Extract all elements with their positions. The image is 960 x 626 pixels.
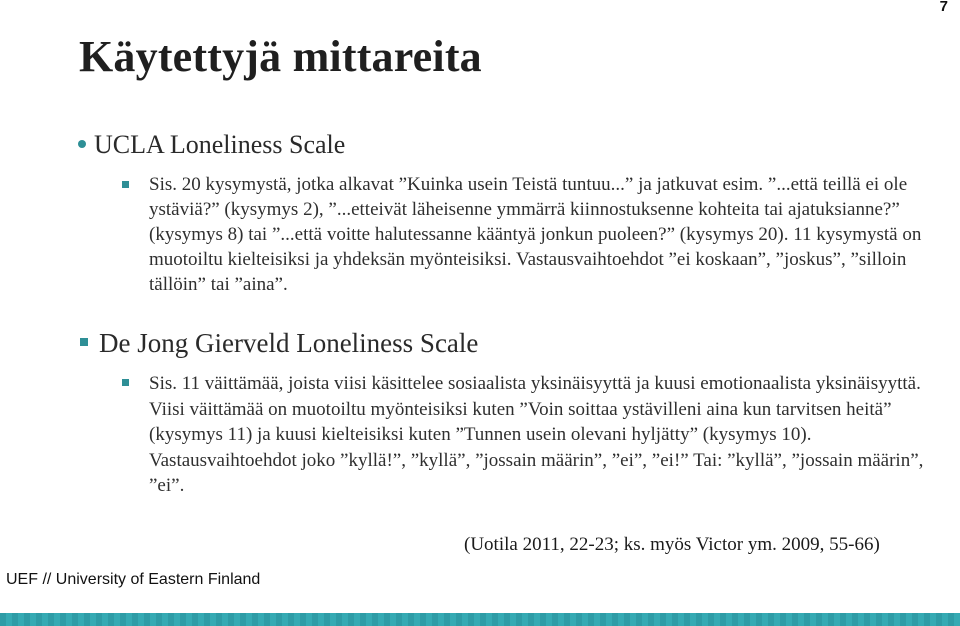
page-number: 7 [939,0,948,15]
bullet-ucla [78,130,345,160]
square-bullet-icon [122,181,129,188]
square-bullet-icon [80,338,88,346]
round-bullet-icon [78,140,86,148]
slide-title: Käytettyjä mittareita [79,32,482,81]
bullet-dejong-label: De Jong Gierveld Loneliness Scale [99,328,479,358]
bullet-ucla-label: UCLA Loneliness Scale [94,130,346,159]
dejong-description: Sis. 11 väittämää, joista viisi käsittelee sosiaalista yksinäisyyttä ja kuusi emotionaalista yksinäisyyttä. Viisi väittämää on muotoiltu myönteisiksi kuten ”Voin soittaa ystävilleni aina kun tarvitsen heitä” (kysymys 11) ja kuusi kielteisiksi kuten ”Tunnen usein olevani hyljätty” (kysymys 10). Vastausvaihtoehdot joko ”kyllä!”, ”kyllä”, ”jossain määrin”, ”ei”, ”ei!” Tai: ”kyllä”, ”jossain määrin”, ”ei”. [149,373,924,496]
square-bullet-icon [122,379,129,386]
ucla-description: Sis. 20 kysymystä, jotka alkavat ”Kuinka usein Teistä tuntuu...” ja jatkuvat esim. ”...että teillä ei ole ystäviä?” (kysymys 2), ”...etteivät läheisenne ymmärrä kiinnostuksenne kohteita tai ajatuksianne?” (kysymys 8) tai ”...että voitte halutessanne kääntyä jonkun puoleen?” (kysymys 20). 11 kysymystä on muotoiltu kielteisiksi ja yhdeksän myönteisiksi. Vastausvaihtoehdot ”ei koskaan”, ”joskus”, ”silloin tällöin” tai ”aina”. [149,174,922,295]
citation: (Uotila 2011, 22-23; ks. myös Victor ym. 2009, 55-66) [464,534,880,555]
footer-bar [0,613,960,626]
footer-text: UEF // University of Eastern Finland [6,571,261,588]
